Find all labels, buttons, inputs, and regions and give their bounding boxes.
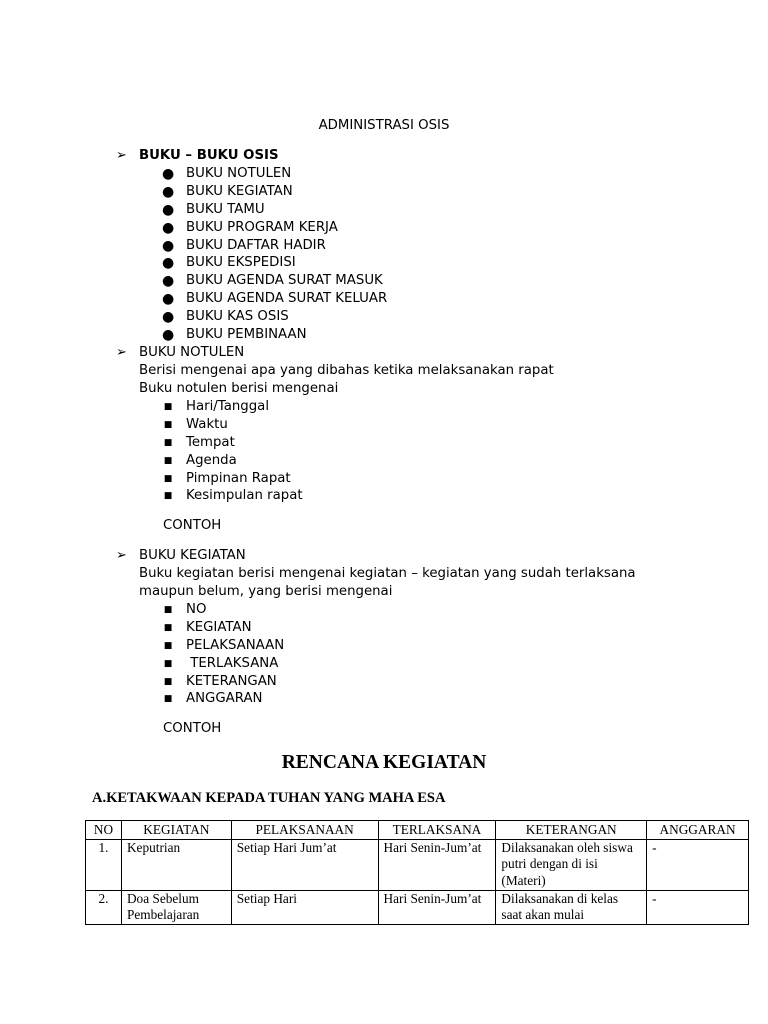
notulen-list — [163, 398, 303, 505]
bullet-dot-icon: ● — [162, 237, 175, 254]
list-item: ● BUKU AGENDA SURAT KELUAR — [162, 291, 388, 308]
table-cell: Keputrian — [121, 839, 231, 890]
list-item: ● BUKU KEGIATAN — [162, 183, 293, 200]
table-cell: Setiap Hari — [231, 890, 378, 924]
table-cell: 2. — [86, 890, 122, 924]
list-item: ● BUKU AGENDA SURAT MASUK — [162, 273, 383, 290]
bullet-square-icon: ■ — [163, 640, 173, 651]
list-item: ■ PELAKSANAAN — [163, 637, 285, 653]
list-item: ● BUKU KAS OSIS — [162, 309, 289, 326]
list-item: ■ Tempat — [163, 434, 235, 450]
bullet-dot-icon: ● — [162, 327, 175, 344]
kegiatan-description: Buku kegiatan berisi mengenai kegiatan – kegiatan yang sudah terlaksana — [139, 566, 636, 581]
table-row — [86, 839, 749, 890]
list-item: ● BUKU DAFTAR HADIR — [162, 237, 326, 254]
bullet-dot-icon: ● — [162, 219, 175, 236]
kegiatan-description-cont: maupun belum, yang berisi mengenai — [139, 584, 393, 599]
column-header: ANGGARAN — [647, 821, 749, 840]
table-row — [86, 890, 749, 924]
bullet-dot-icon: ● — [162, 273, 175, 290]
bullet-square-icon: ■ — [163, 658, 173, 669]
column-header: NO — [86, 821, 122, 840]
bullet-dot-icon: ● — [162, 201, 175, 218]
list-item: ● BUKU PROGRAM KERJA — [162, 219, 338, 236]
table-cell: Doa Sebelum Pembelajaran — [121, 890, 231, 924]
bullet-square-icon: ■ — [163, 622, 173, 633]
list-item: ■ Waktu — [163, 416, 228, 432]
list-item: ■ KETERANGAN — [163, 673, 277, 689]
bullet-square-icon: ■ — [163, 419, 173, 430]
books-list — [162, 165, 388, 344]
bullet-dot-icon: ● — [162, 291, 175, 308]
table-cell: - — [647, 890, 749, 924]
arrow-bullet-icon: ➢ — [116, 548, 127, 563]
list-item: ■ Agenda — [163, 452, 237, 468]
section-kegiatan-heading: BUKU KEGIATAN — [139, 548, 246, 563]
list-item: ● BUKU NOTULEN — [162, 166, 292, 182]
bullet-square-icon: ■ — [163, 605, 173, 615]
bullet-square-icon: ■ — [163, 473, 173, 484]
bullet-square-icon: ■ — [163, 694, 173, 705]
bullet-dot-icon: ● — [162, 166, 175, 182]
bullet-dot-icon: ● — [162, 255, 175, 272]
notulen-contents-intro: Buku notulen berisi mengenai — [139, 381, 339, 396]
section-notulen-heading: BUKU NOTULEN — [139, 345, 245, 360]
table-cell: Hari Senin-Jum’at — [378, 839, 496, 890]
list-item: ■ TERLAKSANA — [163, 655, 279, 671]
bullet-square-icon: ■ — [163, 491, 173, 502]
column-header: KETERANGAN — [496, 821, 647, 840]
list-item: ■ Kesimpulan rapat — [163, 488, 303, 504]
column-header: KEGIATAN — [121, 821, 231, 840]
list-item: ■ ANGGARAN — [163, 691, 263, 707]
plan-table — [85, 820, 749, 925]
list-item: ■ Hari/Tanggal — [163, 399, 270, 414]
list-item: ● BUKU EKSPEDISI — [162, 255, 296, 272]
table-cell: Dilaksanakan oleh siswa putri dengan di isi (Materi) — [496, 839, 647, 890]
notulen-example-label: CONTOH — [163, 518, 222, 533]
plan-subtitle: A.KETAKWAAN KEPADA TUHAN YANG MAHA ESA — [92, 790, 446, 806]
column-header: TERLAKSANA — [378, 821, 496, 840]
kegiatan-example-label: CONTOH — [163, 721, 222, 736]
notulen-description: Berisi mengenai apa yang dibahas ketika melaksanakan rapat — [139, 363, 554, 378]
table-cell: 1. — [86, 839, 122, 890]
bullet-square-icon: ■ — [163, 455, 173, 466]
list-item: ■ NO — [163, 602, 207, 617]
kegiatan-list — [163, 601, 285, 708]
bullet-square-icon: ■ — [163, 437, 173, 448]
section-books-heading: BUKU – BUKU OSIS — [139, 148, 279, 163]
bullet-square-icon: ■ — [163, 676, 173, 687]
document-title: ADMINISTRASI OSIS — [318, 118, 450, 133]
list-item: ● BUKU TAMU — [162, 201, 265, 218]
table-cell: Hari Senin-Jum’at — [378, 890, 496, 924]
list-item: ● BUKU PEMBINAAN — [162, 327, 307, 344]
bullet-dot-icon: ● — [162, 183, 175, 200]
list-item: ■ Pimpinan Rapat — [163, 470, 291, 486]
arrow-bullet-icon: ➢ — [116, 345, 127, 360]
column-header: PELAKSANAAN — [231, 821, 378, 840]
plan-title: RENCANA KEGIATAN — [281, 752, 487, 773]
list-item: ■ KEGIATAN — [163, 619, 252, 635]
arrow-bullet-icon: ➢ — [116, 148, 127, 163]
table-cell: - — [647, 839, 749, 890]
bullet-square-icon: ■ — [163, 402, 173, 412]
table-header-row — [86, 821, 749, 840]
table-cell: Setiap Hari Jum’at — [231, 839, 378, 890]
bullet-dot-icon: ● — [162, 309, 175, 326]
table-cell: Dilaksanakan di kelas saat akan mulai — [496, 890, 647, 924]
